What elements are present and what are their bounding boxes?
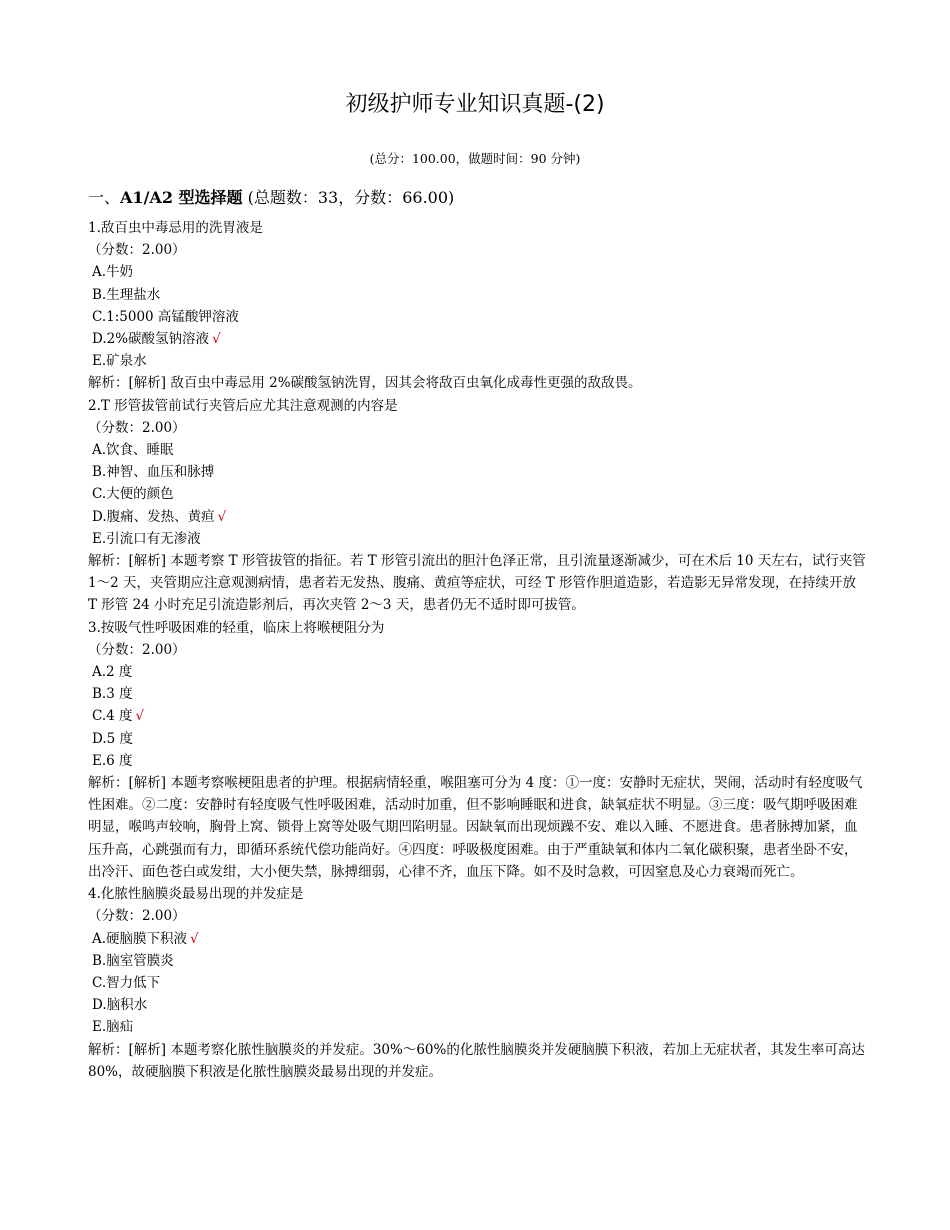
answer-option-text: C.大便的颜色 [92, 486, 174, 503]
question-analysis: 解析：[解析] 本题考察化脓性脑膜炎的并发症。30%～60%的化脓性脑膜炎并发硬脑膜下积液，若加上无症状者，其发生率可高达 80%，故硬脑膜下积液是化脓性脑膜炎最易出现的并发症。 [88, 1041, 865, 1080]
question-stem: 4.化脓性脑膜炎最易出现的并发症是 [88, 886, 304, 903]
answer-option [88, 483, 868, 505]
correct-check-icon: √ [135, 708, 145, 725]
exam-meta: (总分：100.00，做题时间：90 分钟) [369, 151, 581, 166]
answer-option [88, 284, 868, 306]
question-analysis: 解析：[解析] 敌百虫中毒忌用 2%碳酸氢钠洗胃，因其会将敌百虫氧化成毒性更强的敌敌畏。 [88, 375, 642, 392]
answer-option-text: D.腹痛、发热、黄疸 [92, 508, 215, 525]
answer-option-text: A.2 度 [92, 664, 133, 681]
answer-option [88, 306, 868, 328]
answer-option-text: E.矿泉水 [92, 353, 147, 370]
answer-option [88, 972, 868, 994]
answer-option [88, 750, 868, 772]
question-list [88, 217, 868, 1083]
answer-option-text: B.生理盐水 [92, 286, 161, 303]
answer-option [88, 1016, 868, 1038]
question-score: （分数：2.00） [88, 242, 186, 259]
question-stem: 2.T 形管拔管前试行夹管后应尤其注意观测的内容是 [88, 397, 398, 414]
answer-option-text: E.脑疝 [92, 1019, 134, 1036]
question-analysis: 解析：[解析] 本题考察 T 形管拔管的指征。若 T 形管引流出的胆汁色泽正常，且引流量逐渐减少，可在术后 10 天左右，试行夹管 1～2 天，夹管期应注意观测病情，患者若无发热、腹痛、黄疸等症状，可经 T 形管作胆道造影，若造影无异常发现，在持续开放 T 形管 24 小时充足引流造影剂后，再次夹管 2～3 天，患者仍无不适时即可拔管。 [88, 553, 866, 614]
correct-check-icon: √ [212, 331, 221, 348]
answer-option-text: B.神智、血压和脉搏 [92, 464, 215, 481]
answer-option-text: C.1:5000 高锰酸钾溶液 [92, 308, 239, 325]
question-stem: 3.按吸气性呼吸困难的轻重，临床上将喉梗阻分为 [88, 619, 385, 636]
answer-option [88, 528, 868, 550]
question-block [88, 883, 868, 1083]
answer-option [88, 350, 868, 372]
answer-option [88, 950, 868, 972]
answer-option-text: A.饮食、睡眠 [92, 442, 174, 459]
answer-option-text: A.硬脑膜下积液 [92, 930, 188, 947]
answer-option-text: D.5 度 [92, 730, 134, 747]
answer-option-text: B.脑室管膜炎 [92, 952, 174, 969]
answer-option [88, 705, 868, 727]
answer-option-text: D.脑积水 [92, 997, 148, 1014]
answer-option [88, 261, 868, 283]
answer-option [88, 683, 868, 705]
answer-option [88, 728, 868, 750]
question-block [88, 217, 868, 395]
answer-option-text: B.3 度 [92, 686, 133, 703]
question-analysis: 解析：[解析] 本题考察喉梗阻患者的护理。根据病情轻重，喉阻塞可分为 4 度：①一度：安静时无症状，哭闹，活动时有轻度吸气性困难。②二度：安静时有轻度吸气性呼吸困难，活动时加重，但不影响睡眠和进食，缺氧症状不明显。③三度：吸气期呼吸困难明显，喉鸣声较响，胸骨上窝、锁骨上窝等处吸气期凹陷明显。因缺氧而出现烦躁不安、难以入睡、不愿进食。患者脉搏加紧，血压升高，心跳强而有力，即循环系统代偿功能尚好。④四度：呼吸极度困难。由于严重缺氧和体内二氧化碳积聚，患者坐卧不安，出冷汗、面色苍白或发绀，大小便失禁，脉搏细弱，心律不齐，血压下降。如不及时急救，可因窒息及心力衰竭而死亡。 [88, 775, 863, 880]
correct-check-icon: √ [217, 508, 227, 525]
answer-option [88, 328, 868, 350]
answer-option [88, 506, 868, 528]
answer-option [88, 928, 868, 950]
answer-option-text: E.6 度 [92, 752, 133, 769]
question-score: （分数：2.00） [88, 641, 186, 658]
answer-option-text: A.牛奶 [92, 264, 134, 281]
answer-option-text: C.4 度 [92, 708, 133, 725]
section-type: A1/A2 型选择题 [120, 188, 243, 207]
answer-option-text: E.引流口有无渗液 [92, 530, 201, 547]
question-stem: 1.敌百虫中毒忌用的洗胃液是 [88, 220, 263, 236]
question-block [88, 617, 868, 883]
answer-option-text: D.2%碳酸氢钠溶液 [92, 331, 210, 348]
section-prefix: 一、 [88, 188, 121, 207]
answer-option-text: C.智力低下 [92, 974, 161, 991]
correct-check-icon: √ [190, 930, 199, 947]
answer-option [88, 439, 868, 461]
answer-option [88, 994, 868, 1016]
question-block [88, 395, 868, 617]
question-score: （分数：2.00） [88, 908, 186, 925]
section-summary: (总题数：33，分数：66.00) [242, 188, 455, 207]
section-heading [88, 186, 454, 210]
page-title: 初级护师专业知识真题-(2) [345, 92, 605, 117]
question-score: （分数：2.00） [88, 419, 186, 436]
answer-option [88, 661, 868, 683]
answer-option [88, 461, 868, 483]
